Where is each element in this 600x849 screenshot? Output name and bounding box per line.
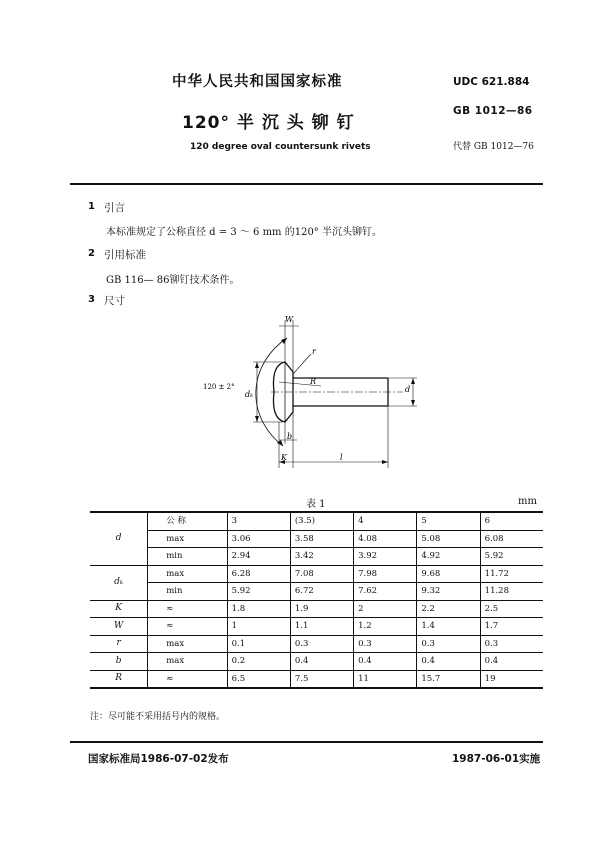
document-title: 120° 半 沉 头 铆 钉 bbox=[182, 113, 355, 133]
cell: 6 bbox=[480, 512, 543, 530]
row-sub: ≈ bbox=[148, 670, 227, 688]
cell: 11.72 bbox=[480, 565, 543, 583]
cell: 0.4 bbox=[290, 653, 353, 671]
replaces-standard: 代替 GB 1012—76 bbox=[453, 142, 534, 152]
cell: 1 bbox=[227, 618, 290, 636]
row-symbol-r-large: R bbox=[90, 670, 148, 688]
cell: 4.08 bbox=[354, 530, 417, 548]
row-sub: 公 称 bbox=[148, 512, 227, 530]
section-3-number: 3 bbox=[88, 294, 95, 305]
cell: 4 bbox=[354, 512, 417, 530]
table-row bbox=[90, 635, 543, 653]
document-title-english: 120 degree oval countersunk rivets bbox=[190, 142, 371, 152]
cell: 0.1 bbox=[227, 635, 290, 653]
table-row bbox=[90, 548, 543, 566]
section-3-title: 尺寸 bbox=[104, 295, 125, 307]
cell: 5.08 bbox=[417, 530, 480, 548]
cell: 3 bbox=[227, 512, 290, 530]
label-r-small: r bbox=[312, 347, 316, 356]
table-row bbox=[90, 618, 543, 636]
cell: 9.32 bbox=[417, 583, 480, 601]
table-note: 注：尽可能不采用括号内的规格。 bbox=[90, 712, 226, 722]
cell: 0.3 bbox=[480, 635, 543, 653]
cell: 0.3 bbox=[417, 635, 480, 653]
row-symbol-b: b bbox=[90, 653, 148, 671]
cell: 2 bbox=[354, 600, 417, 618]
cell: 4.92 bbox=[417, 548, 480, 566]
dimensions-table bbox=[90, 511, 543, 689]
row-sub: max bbox=[148, 635, 227, 653]
label-angle: 120 ± 2° bbox=[203, 383, 235, 391]
row-sub: max bbox=[148, 565, 227, 583]
cell: 0.4 bbox=[354, 653, 417, 671]
label-b: b bbox=[287, 432, 293, 441]
cell: 1.2 bbox=[354, 618, 417, 636]
cell: 5.92 bbox=[227, 583, 290, 601]
cell: 7.98 bbox=[354, 565, 417, 583]
table-row bbox=[90, 565, 543, 583]
cell: (3.5) bbox=[290, 512, 353, 530]
table-row bbox=[90, 670, 543, 688]
cell: 11 bbox=[354, 670, 417, 688]
table-row bbox=[90, 530, 543, 548]
cell: 1.9 bbox=[290, 600, 353, 618]
row-sub: min bbox=[148, 548, 227, 566]
issuing-authority-title: 中华人民共和国国家标准 bbox=[172, 74, 343, 90]
cell: 9.68 bbox=[417, 565, 480, 583]
label-d: d bbox=[405, 385, 411, 394]
cell: 6.28 bbox=[227, 565, 290, 583]
cell: 0.3 bbox=[354, 635, 417, 653]
cell: 0.4 bbox=[480, 653, 543, 671]
row-sub: min bbox=[148, 583, 227, 601]
table-row bbox=[90, 653, 543, 671]
cell: 7.5 bbox=[290, 670, 353, 688]
row-symbol-w: W bbox=[90, 618, 148, 636]
label-k: K bbox=[281, 453, 287, 462]
cell: 0.2 bbox=[227, 653, 290, 671]
cell: 1.1 bbox=[290, 618, 353, 636]
cell: 1.4 bbox=[417, 618, 480, 636]
footer-rule bbox=[70, 741, 543, 743]
table-caption: 表 1 bbox=[306, 499, 326, 510]
cell: 6.72 bbox=[290, 583, 353, 601]
table-row bbox=[90, 600, 543, 618]
row-sub: max bbox=[148, 653, 227, 671]
label-l: l bbox=[340, 453, 343, 462]
cell: 3.42 bbox=[290, 548, 353, 566]
header-rule bbox=[70, 183, 543, 185]
cell: 2.5 bbox=[480, 600, 543, 618]
row-sub: max bbox=[148, 530, 227, 548]
cell: 19 bbox=[480, 670, 543, 688]
table-row bbox=[90, 512, 543, 530]
section-2-body: GB 116— 86铆钉技术条件。 bbox=[106, 275, 240, 286]
standard-number: GB 1012—86 bbox=[453, 105, 533, 117]
effective-date: 1987-06-01实施 bbox=[452, 753, 541, 765]
cell: 0.3 bbox=[290, 635, 353, 653]
cell: 1.8 bbox=[227, 600, 290, 618]
cell: 7.08 bbox=[290, 565, 353, 583]
cell: 11.28 bbox=[480, 583, 543, 601]
rivet-drawing bbox=[195, 312, 435, 477]
row-sub: ≈ bbox=[148, 618, 227, 636]
table-row bbox=[90, 583, 543, 601]
cell: 5.92 bbox=[480, 548, 543, 566]
row-symbol-k: K bbox=[90, 600, 148, 618]
cell: 3.58 bbox=[290, 530, 353, 548]
udc-code: UDC 621.884 bbox=[453, 76, 530, 88]
section-1-body: 本标准规定了公称直径 d = 3 ～ 6 mm 的120° 半沉头铆钉。 bbox=[106, 227, 382, 238]
issue-date: 国家标准局1986-07-02发布 bbox=[88, 753, 229, 765]
table-unit: mm bbox=[518, 496, 537, 507]
cell: 3.06 bbox=[227, 530, 290, 548]
section-1-number: 1 bbox=[88, 201, 95, 212]
section-1-title: 引言 bbox=[104, 202, 125, 214]
cell: 2.2 bbox=[417, 600, 480, 618]
section-2-number: 2 bbox=[88, 248, 95, 259]
row-sub: ≈ bbox=[148, 600, 227, 618]
cell: 6.08 bbox=[480, 530, 543, 548]
label-r-large: R bbox=[310, 377, 317, 386]
cell: 15.7 bbox=[417, 670, 480, 688]
cell: 6.5 bbox=[227, 670, 290, 688]
cell: 5 bbox=[417, 512, 480, 530]
row-symbol-dk: dₖ bbox=[90, 565, 148, 600]
cell: 3.92 bbox=[354, 548, 417, 566]
cell: 0.4 bbox=[417, 653, 480, 671]
label-w: W bbox=[285, 315, 294, 324]
cell: 2.94 bbox=[227, 548, 290, 566]
cell: 1.7 bbox=[480, 618, 543, 636]
row-symbol-r: r bbox=[90, 635, 148, 653]
row-symbol-d: d bbox=[90, 512, 148, 565]
section-2-title: 引用标准 bbox=[104, 249, 146, 261]
label-dk: dₖ bbox=[245, 390, 254, 399]
cell: 7.62 bbox=[354, 583, 417, 601]
